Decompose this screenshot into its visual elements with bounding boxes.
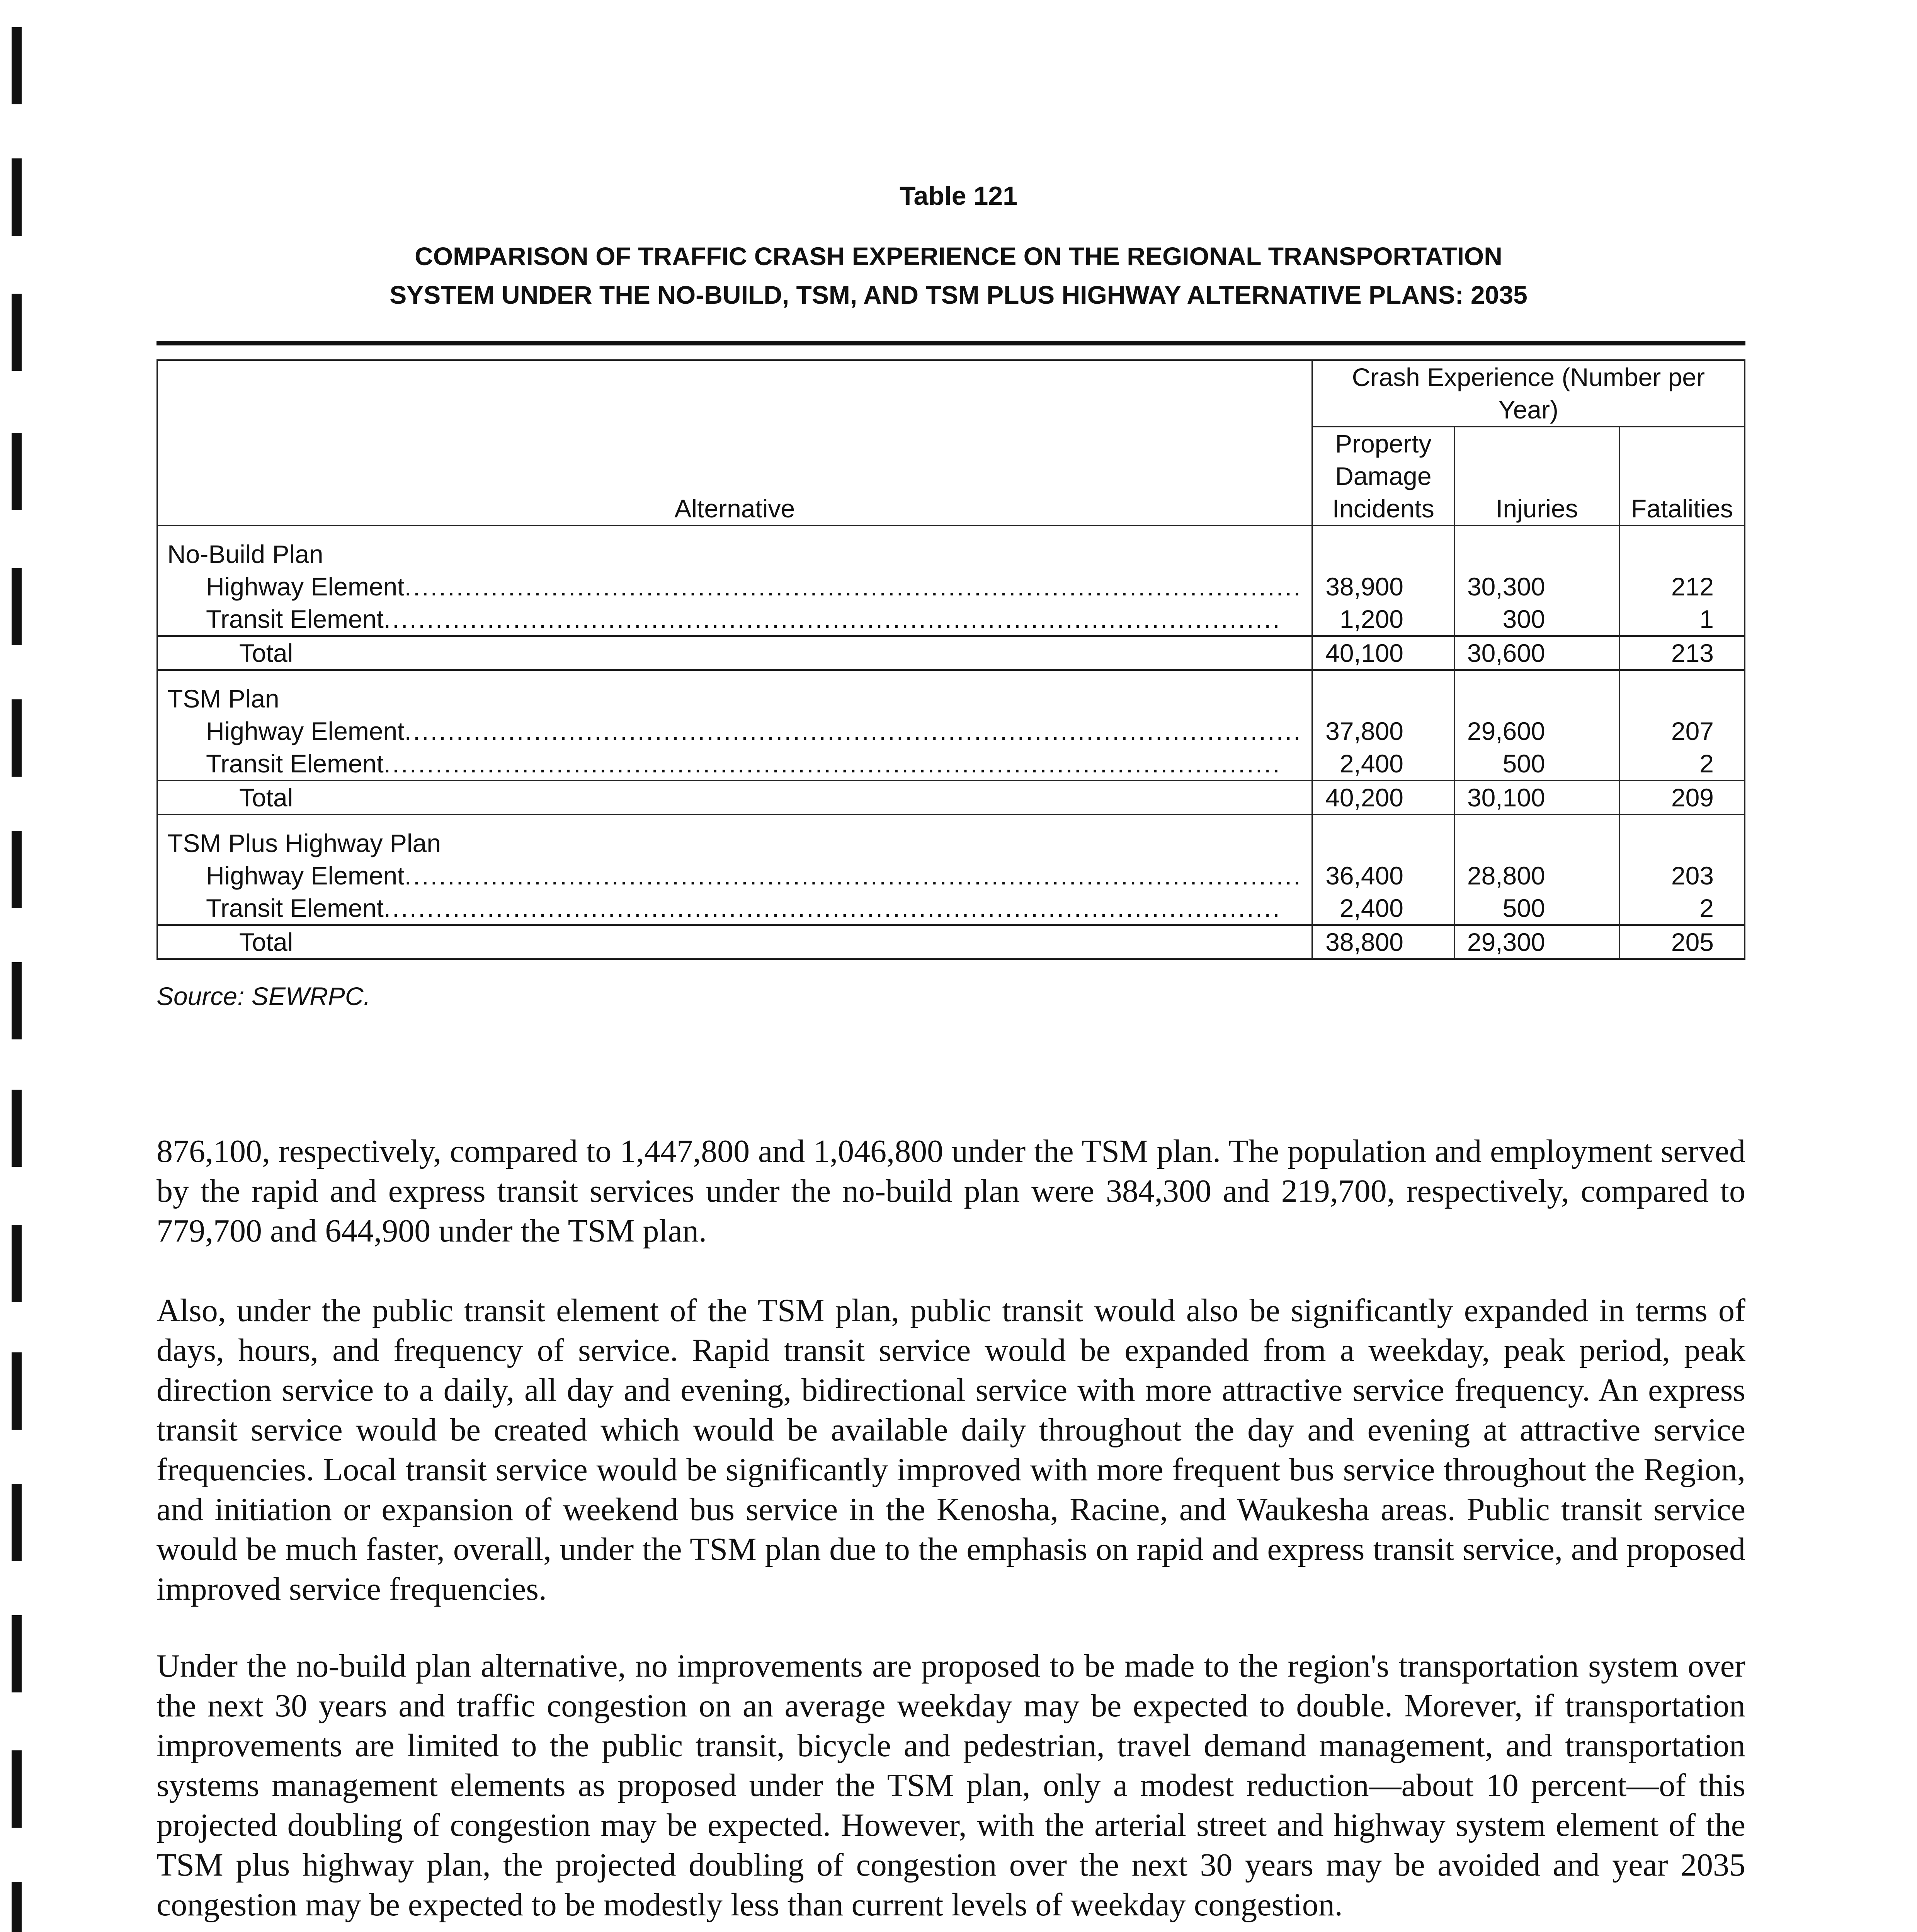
crash-experience-table [156,359,1745,960]
injuries-value: 300 [1502,605,1545,633]
table-number: Table 121 [900,181,1017,211]
fatalities-total: 205 [1619,925,1745,959]
binder-mark [12,1615,22,1692]
injuries-value: 500 [1502,749,1545,778]
binder-mark [12,699,22,777]
binder-mark [12,433,22,510]
binder-mark [12,1352,22,1430]
table-title-line-2: SYSTEM UNDER THE NO-BUILD, TSM, AND TSM PLUS HIGHWAY ALTERNATIVE PLANS: 2035 [390,281,1527,309]
table-row-group [157,670,1745,781]
injuries-value: 28,800 [1467,861,1545,890]
fatalities-value: 212 [1671,572,1714,601]
crash-experience-header: Crash Experience (Number per Year) [1312,360,1745,427]
property-damage-value: 2,400 [1339,894,1403,922]
body-paragraph-2: Also, under the public transit element of the TSM plan, public transit would also be significantly expanded in terms of days, hours, and frequency of service. Rapid transit service would be expanded from a weekday, peak period, peak direction service to a daily, all day and evening, bidirectional service with more attractive service frequency. An express transit service would be created which would be available daily throughout the day and evening at attractive service frequencies. Local transit service would be significantly improved with more frequent bus service throughout the Region, and initiation or expansion of weekend bus service in the Kenosha, Racine, and Waukesha areas. Public transit service would be much faster, overall, under the TSM plan due to the emphasis on rapid and express transit service, and proposed improved service frequencies. [156,1293,1745,1607]
property-damage-total: 40,100 [1312,636,1454,670]
table-source-note: Source: SEWRPC. [156,982,371,1010]
total-label: Total [157,781,1312,815]
property-damage-value: 36,400 [1325,861,1403,890]
fatalities-header: Fatalities [1619,427,1745,526]
fatalities-total: 209 [1619,781,1745,815]
alternative-header: Alternative [157,427,1312,526]
injuries-total: 29,300 [1454,925,1619,959]
plan-label: TSM Plus Highway Plan [167,829,441,857]
total-label: Total [157,925,1312,959]
injuries-header: Injuries [1454,427,1619,526]
binder-mark [12,1484,22,1561]
total-row [157,636,1745,670]
injuries-total: 30,100 [1454,781,1619,815]
fatalities-value: 1 [1699,605,1714,633]
row-label: Transit Element ........................................................................................................ [206,749,1281,778]
binder-mark [12,1090,22,1167]
row-label: Transit Element ........................................................................................................ [206,605,1281,633]
total-row [157,781,1745,815]
property-damage-header [1312,427,1454,526]
injuries-total: 30,600 [1454,636,1619,670]
property-damage-value: 38,900 [1325,572,1403,601]
table-row-group [157,815,1745,925]
plan-label: No-Build Plan [167,540,323,568]
row-label: Highway Element ........................................................................................................ [206,572,1302,601]
table-header-row-group [157,360,1745,427]
property-damage-total: 38,800 [1312,925,1454,959]
binder-mark [12,1225,22,1302]
injuries-value: 29,600 [1467,717,1545,745]
binder-mark [12,962,22,1039]
property-damage-header-line-1: Property Damage [1335,429,1432,490]
table-row-group [157,526,1745,636]
row-label: Highway Element ........................................................................................................ [206,717,1302,745]
total-row [157,925,1745,959]
binder-mark [12,568,22,645]
header-blank-cell [157,360,1312,427]
property-damage-value: 1,200 [1339,605,1403,633]
fatalities-value: 207 [1671,717,1714,745]
binder-mark [12,27,22,104]
row-label: Highway Element ........................................................................................................ [206,861,1302,890]
fatalities-value: 2 [1699,749,1714,778]
binder-mark [12,1750,22,1828]
body-paragraph-3: Under the no-build plan alternative, no improvements are proposed to be made to the region's transportation system over the next 30 years and traffic congestion on an average weekday may be expected to double. Morever, if transportation improvements are limited to the public transit, bicycle and pedestrian, travel demand management, and transportation systems management elements as proposed under the TSM plan, only a modest reduction—about 10 percent—of this projected doubling of congestion may be expected. However, with the arterial street and highway system element of the TSM plus highway plan, the projected doubling of congestion over the next 30 years may be avoided and year 2035 congestion may be expected to be modestly less than current levels of weekday congestion. [156,1648,1745,1923]
table-top-rule [156,341,1745,345]
row-label: Transit Element ........................................................................................................ [206,894,1281,922]
fatalities-value: 2 [1699,894,1714,922]
fatalities-value: 203 [1671,861,1714,890]
property-damage-value: 2,400 [1339,749,1403,778]
property-damage-total: 40,200 [1312,781,1454,815]
injuries-value: 500 [1502,894,1545,922]
fatalities-total: 213 [1619,636,1745,670]
total-label: Total [157,636,1312,670]
property-damage-header-line-2: Incidents [1332,494,1434,523]
injuries-value: 30,300 [1467,572,1545,601]
body-paragraph-1: 876,100, respectively, compared to 1,447,800 and 1,046,800 under the TSM plan. The population and employment served by the rapid and express transit services under the no-build plan were 384,300 and 219,700, respectively, compared to 779,700 and 644,900 under the TSM plan. [156,1133,1745,1249]
binder-mark [12,831,22,908]
table-title-line-1: COMPARISON OF TRAFFIC CRASH EXPERIENCE ON THE REGIONAL TRANSPORTATION [415,242,1502,270]
property-damage-value: 37,800 [1325,717,1403,745]
table-header-row [157,427,1745,526]
plan-label: TSM Plan [167,684,279,713]
binder-mark [12,1882,22,1932]
